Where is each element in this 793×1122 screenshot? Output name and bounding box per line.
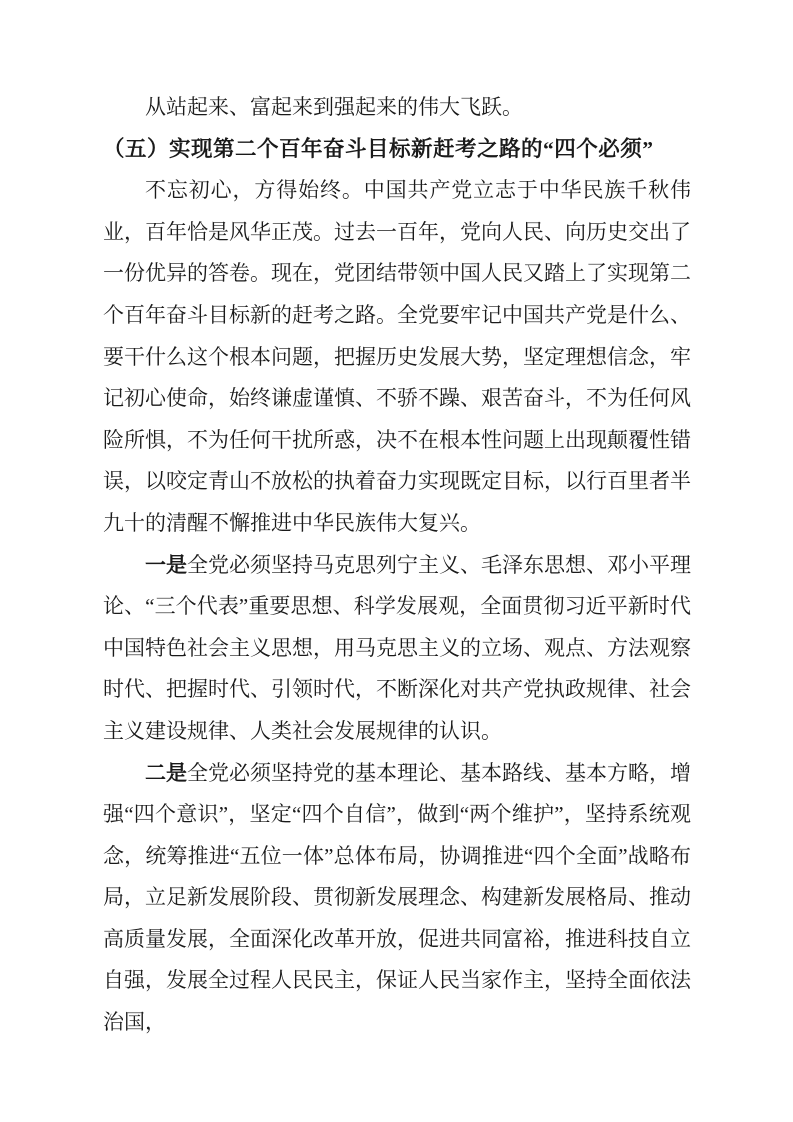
paragraph-point-two — [103, 753, 691, 1044]
document-body — [103, 87, 691, 1044]
paragraph-point-two-lead: 二是 — [145, 760, 187, 785]
paragraph-point-one — [103, 545, 691, 753]
paragraph-closing-line: 从站起来、富起来到强起来的伟大飞跃。 — [145, 95, 523, 119]
paragraph-point-one-lead: 一是 — [145, 552, 187, 577]
paragraph-point-two-text: 全党必须坚持党的基本理论、基本路线、基本方略，增强“四个意识”，坚定“四个自信”，做到“两个维护”，坚持系统观念，统筹推进“五位一体”总体布局，协调推进“四个全面”战略布局，立足新发展阶段、贯彻新发展理念、构建新发展格局、推动高质量发展，全面深化改革开放，促进共同富裕，推进科技自立自强，发展全过程人民民主，保证人民当家作主，坚持全面依法治国， — [103, 760, 691, 1035]
section-heading: （五）实现第二个百年奋斗目标新赶考之路的“四个必须” — [103, 136, 654, 161]
paragraph-intro: 不忘初心，方得始终。中国共产党立志于中华民族千秋伟业，百年恰是风华正茂。过去一百年，党向人民、向历史交出了一份优异的答卷。现在，党团结带领中国人民又踏上了实现第二个百年奋斗目标新的赶考之路。全党要牢记中国共产党是什么、要干什么这个根本问题，把握历史发展大势，坚定理想信念，牢记初心使命，始终谦虚谨慎、不骄不躁、艰苦奋斗，不为任何风险所惧，不为任何干扰所惑，决不在根本性问题上出现颠覆性错误，以咬定青山不放松的执着奋力实现既定目标，以行百里者半九十的清醒不懈推进中华民族伟大复兴。 — [103, 178, 691, 535]
paragraph-point-one-text: 全党必须坚持马克思列宁主义、毛泽东思想、邓小平理论、“三个代表”重要思想、科学发展观，全面贯彻习近平新时代中国特色社会主义思想，用马克思主义的立场、观点、方法观察时代、把握时代、引领时代，不断深化对共产党执政规律、社会主义建设规律、人类社会发展规律的认识。 — [103, 552, 691, 743]
